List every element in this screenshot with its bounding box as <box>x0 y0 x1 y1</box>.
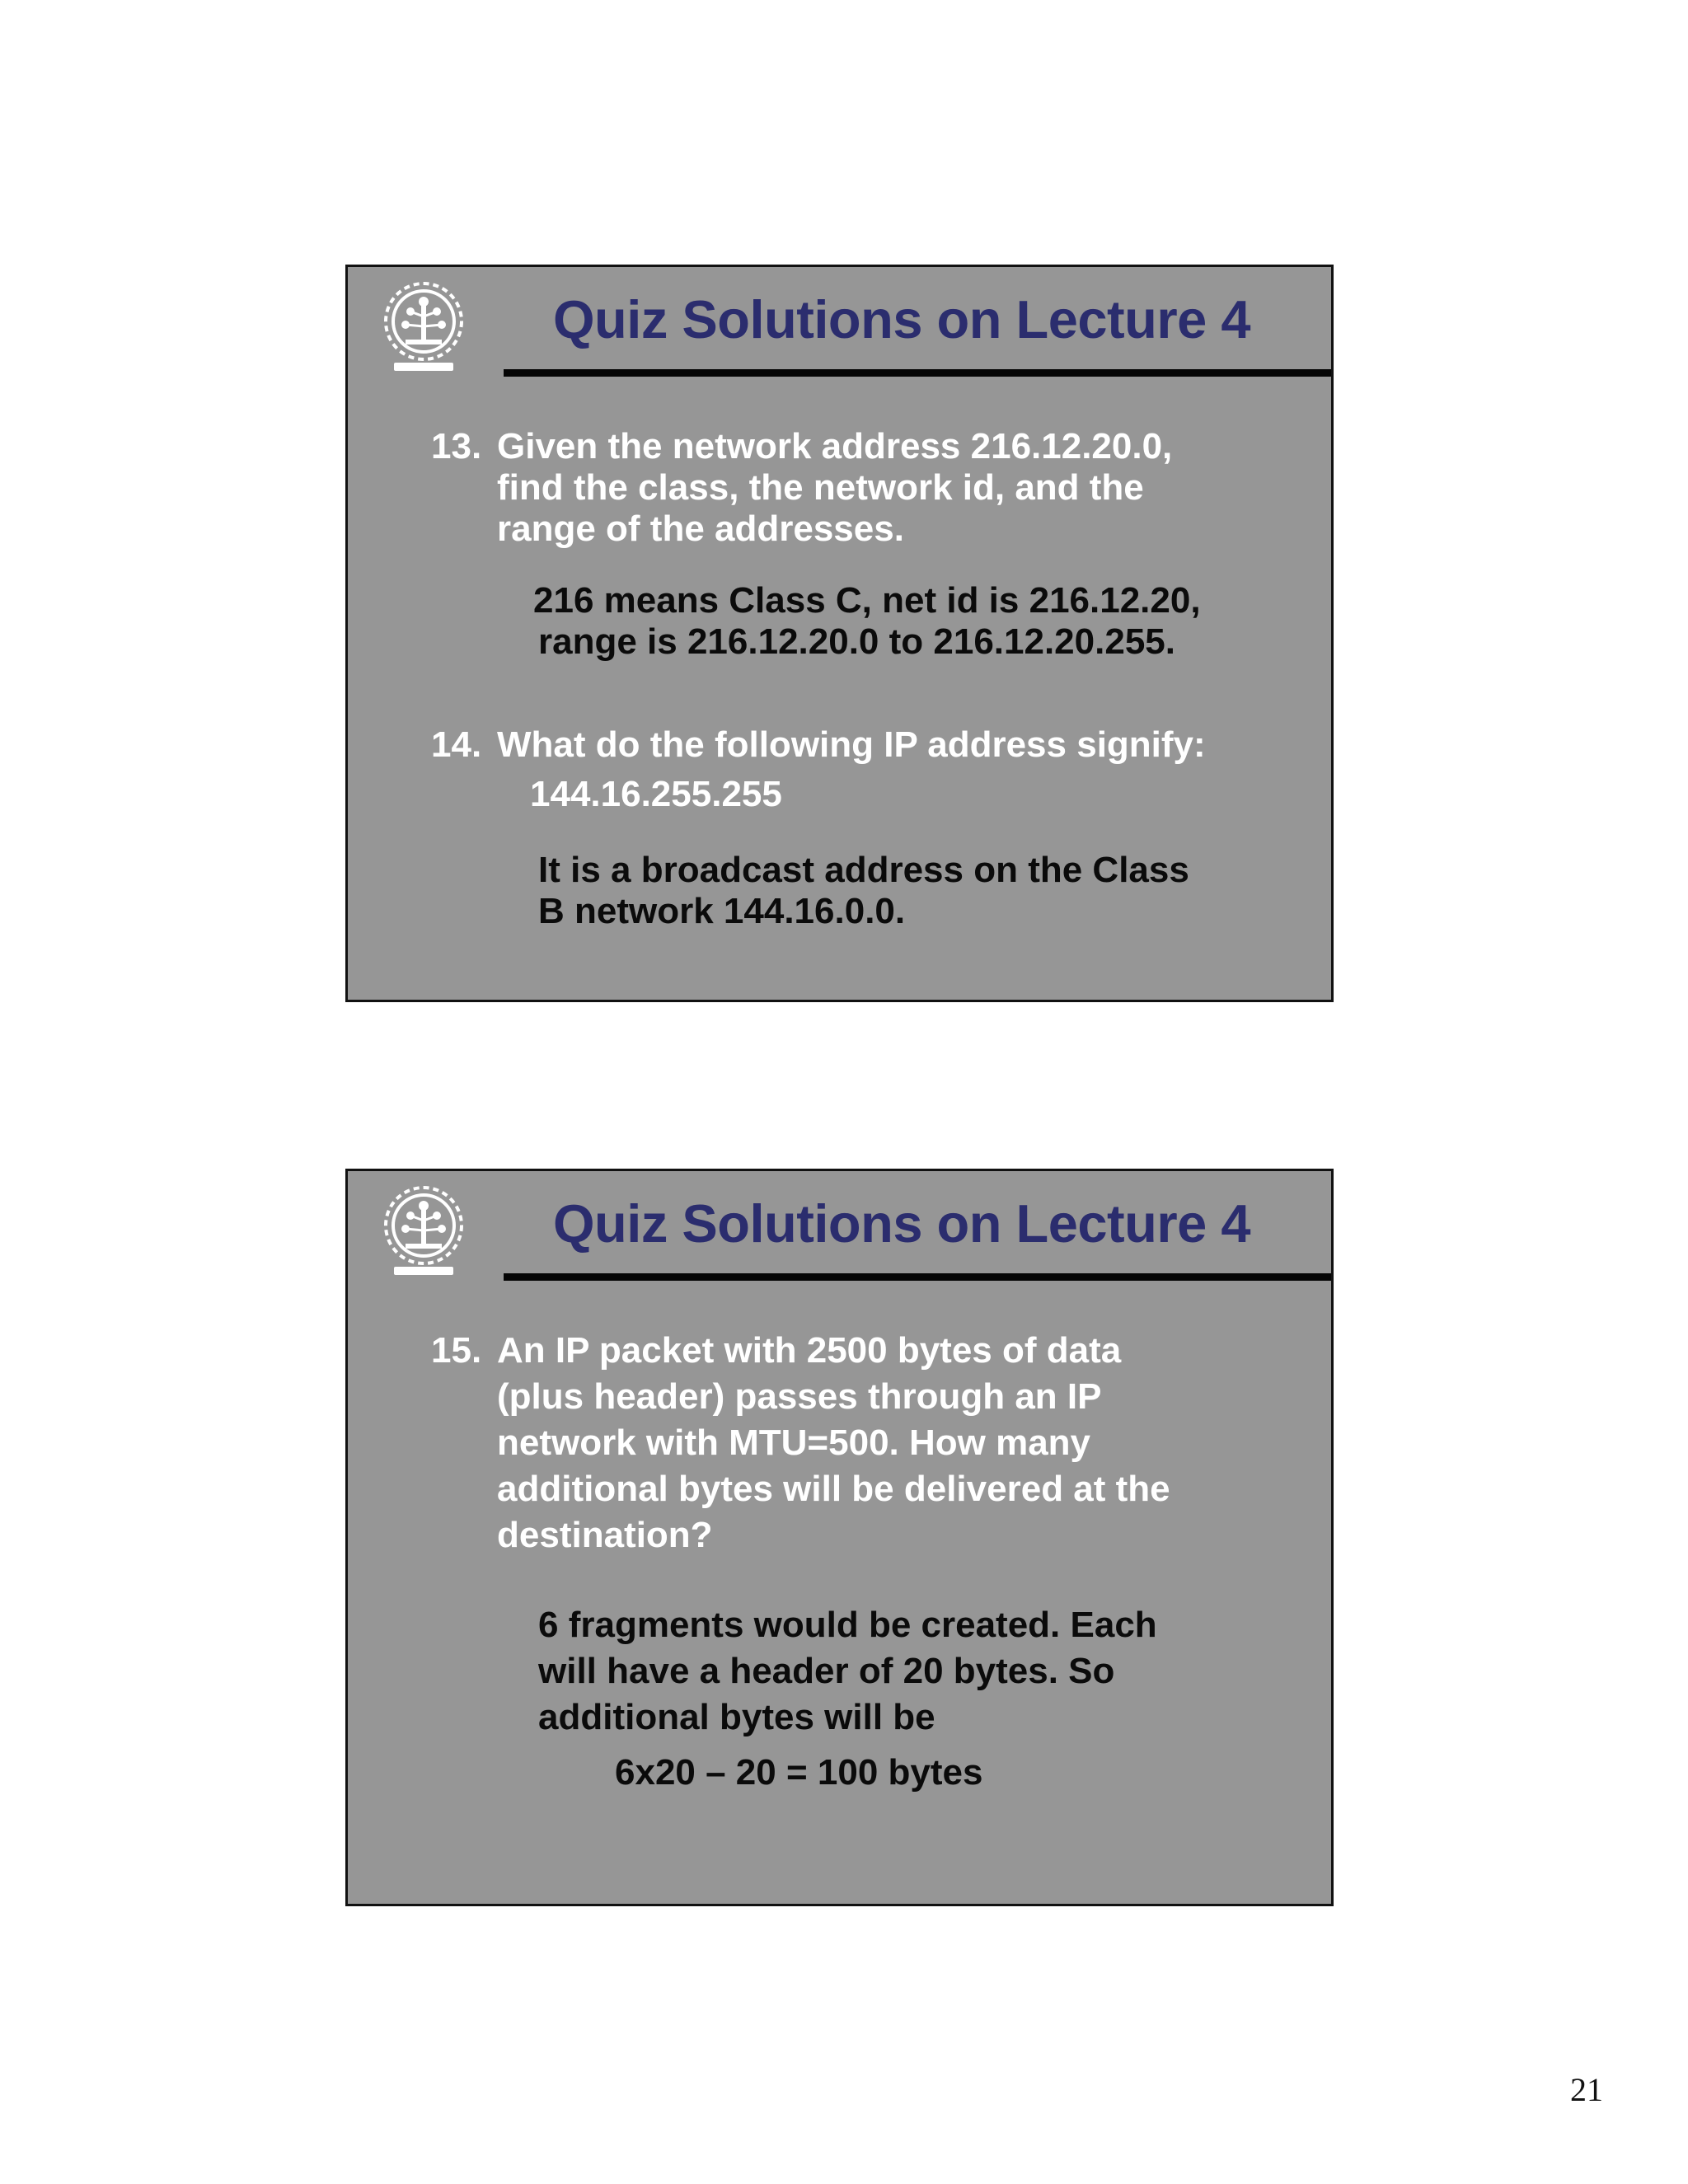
question-line: An IP packet with 2500 bytes of data <box>497 1330 1122 1371</box>
slide-title: Quiz Solutions on Lecture 4 <box>553 1193 1251 1254</box>
slide-1 <box>345 265 1334 1002</box>
question-line: additional bytes will be delivered at the <box>497 1469 1170 1509</box>
answer-line: will have a header of 20 bytes. So <box>538 1651 1115 1691</box>
question-line: What do the following IP address signify: <box>497 724 1206 765</box>
title-divider <box>504 369 1331 377</box>
question-line: 144.16.255.255 <box>530 774 782 814</box>
slide-2 <box>345 1169 1334 1906</box>
institute-logo-icon <box>373 274 475 377</box>
answer-line: range is 216.12.20.0 to 216.12.20.255. <box>538 621 1175 662</box>
question-line: network with MTU=500. How many <box>497 1422 1091 1463</box>
question-line: find the class, the network id, and the <box>497 467 1144 508</box>
answer-line: 6 fragments would be created. Each <box>538 1605 1157 1645</box>
title-divider <box>504 1273 1331 1281</box>
answer-line: 6x20 – 20 = 100 bytes <box>615 1752 983 1793</box>
question-line: range of the addresses. <box>497 509 904 549</box>
answer-line: 216 means Class C, net id is 216.12.20, <box>533 580 1201 621</box>
question-number: 13. <box>431 426 482 466</box>
question-number: 14. <box>431 724 482 765</box>
page-number: 21 <box>1570 2071 1603 2108</box>
slide-title: Quiz Solutions on Lecture 4 <box>553 289 1251 349</box>
answer-line: additional bytes will be <box>538 1697 935 1737</box>
answer-line: B network 144.16.0.0. <box>538 891 906 931</box>
answer-line: It is a broadcast address on the Class <box>538 850 1189 890</box>
institute-logo-icon <box>373 1178 475 1282</box>
question-line: Given the network address 216.12.20.0, <box>497 426 1173 466</box>
question-number: 15. <box>431 1330 482 1371</box>
question-line: destination? <box>497 1515 713 1555</box>
question-line: (plus header) passes through an IP <box>497 1376 1102 1417</box>
